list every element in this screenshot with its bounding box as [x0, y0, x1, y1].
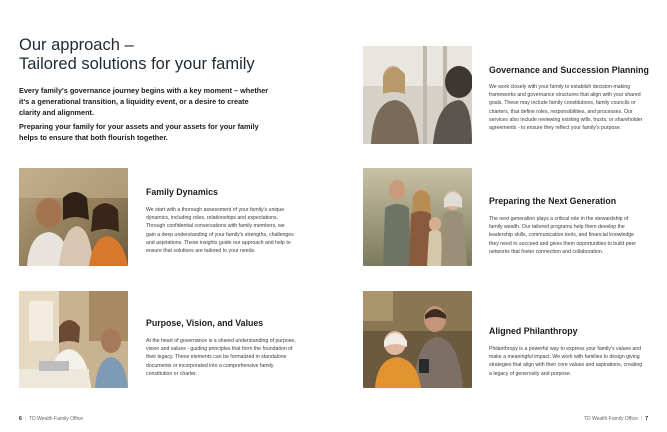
intro-paragraph-2: Preparing your family for your assets and your assets for your family helps to ensure that both flourish together. — [19, 122, 259, 143]
section-title-family-dynamics: Family Dynamics — [146, 187, 218, 197]
page-title — [19, 36, 319, 74]
section-body-next-generation: The next generation plays a critical role in the stewardship of family wealth. Our tailored programs help them develop the leadership skills, communication tools, and financial knowledge they need to succeed and gives them opportunities to build peer networks that foster connection and collaboration. — [489, 216, 637, 255]
right-footer-text: TD Wealth Family Office — [583, 416, 638, 422]
section-title-aligned-philanthropy: Aligned Philanthropy — [489, 326, 578, 336]
left-page-number: 6 — [19, 416, 22, 422]
family-dynamics-photo — [19, 168, 128, 266]
footer-separator-right: | — [640, 416, 643, 422]
left-footer-text: TD Wealth Family Office — [29, 416, 84, 422]
section-body-governance: We work closely with your family to establish decision-making frameworks and governance structures that align with your shared goals. These may include family constitutions, family councils or charters, that define roles, responsibilities, and processes. Our services also include reviewing existing wills, trusts, or shareholder agreements - to ensure they reflect your family's purpose. — [489, 84, 643, 132]
section-title-next-generation: Preparing the Next Generation — [489, 196, 617, 206]
purpose-vision-photo — [19, 291, 128, 388]
next-generation-photo — [363, 168, 472, 266]
right-footer — [584, 416, 648, 422]
section-title-purpose-vision-values: Purpose, Vision, and Values — [146, 318, 264, 328]
governance-photo — [363, 46, 472, 144]
title-line-1: Our approach – — [19, 36, 134, 54]
left-footer — [19, 416, 83, 422]
philanthropy-photo — [363, 291, 472, 388]
section-body-family-dynamics: We start with a thorough assessment of your family's unique dynamics, including roles, relationships and expectations. Through confidential conversations with family members, we gain a deep understanding of your family's strengths, challenges and aspirations. These insights guide our approach and help to ensure that solutions are tailored to your needs. — [146, 207, 294, 255]
title-line-2: Tailored solutions for your family — [19, 55, 255, 73]
footer-separator: | — [24, 416, 27, 422]
intro-paragraph-1: Every family's governance journey begins with a key moment – whether it's a generational transition, a liquidity event, or a desire to create clarity and alignment. — [19, 86, 269, 117]
section-body-purpose-vision-values: At the heart of governance is a shared understanding of purpose, vision and values - guiding principles that form the foundation of their legacy. These elements can be formalized in standalone documents or incorporated into a comprehensive family constitution or charter. — [146, 338, 296, 377]
section-title-governance: Governance and Succession Planning — [489, 65, 649, 75]
right-page-number: 7 — [645, 416, 648, 422]
section-body-aligned-philanthropy: Philanthropy is a powerful way to express your family's values and make a meaningful impact. We work with families to design giving strategies that align with their core values and aspirations, creating a legacy of generosity and purpose. — [489, 346, 643, 377]
intro-block — [19, 86, 269, 148]
